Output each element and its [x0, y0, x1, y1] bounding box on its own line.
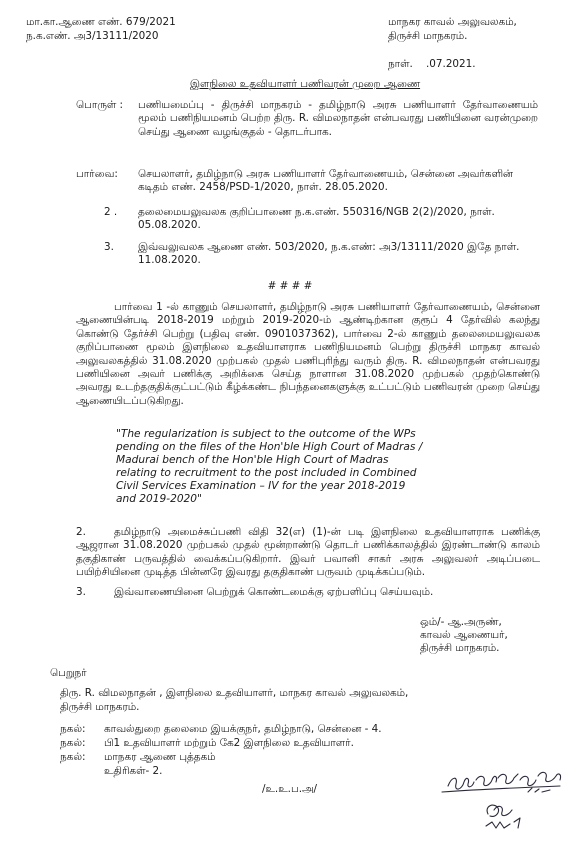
copy-recipient: மாநகர ஆணை புத்தகம் [104, 751, 216, 763]
office-name: மாநகர காவல் அலுவலகம், [388, 16, 517, 28]
reference-2: தலைமையலுவலக குறிப்பாணை ந.க.எண். 550316/NGB 2(2)/2020, நாள். 05.08.2020. [138, 206, 495, 231]
references-label: பார்வை: [76, 168, 118, 180]
paragraph-3: இவ்வாணையினை பெற்றுக் கொண்டமைக்கு ஏற்பளிப்பு செய்யவும். [114, 586, 434, 598]
subject-text: பணியமைப்பு - திருச்சி மாநகரம் - தமிழ்நாடு அரசு பணியாளர் தேர்வாணையம் மூலம் பணிநியமனம் பெற்ற திரு. R. விமலநாதன் என்பவரது பணியினை வரன்முறை செய்து ஆணை வழங்குதல் - தொடர்பாக. [138, 99, 538, 138]
office-city: திருச்சி மாநகரம். [388, 30, 468, 42]
reference-3: இவ்வலுவலக ஆணை எண். 503/2020, ந.க.எண்: அ3/13111/2020 இதே நாள். 11.08.2020. [138, 241, 520, 266]
signatory-office: திருச்சி மாநகரம். [420, 642, 500, 654]
signatory-name: ஒம்/- ஆ.அருண், [420, 616, 502, 628]
attestation-mark: /உ.உ.ப.அ/ [262, 783, 318, 795]
copy-recipient: உதிரிகள்- 2. [104, 765, 163, 777]
paragraph-2-number: 2. [76, 526, 86, 538]
quote-line: and 2019-2020" [116, 493, 202, 505]
copy-label: நகல்: [60, 751, 86, 763]
copy-label: நகல்: [60, 737, 86, 749]
section-separator: # # # # [267, 280, 313, 292]
reference-2-number: 2 . [104, 206, 118, 218]
handwritten-signature [440, 770, 570, 842]
signatory-designation: காவல் ஆணையர், [420, 629, 508, 641]
order-number: மா.கா.ஆணை எண். 679/2021 [26, 16, 176, 28]
recipient-line-2: திருச்சி மாநகரம். [60, 701, 140, 713]
paragraph-1: பார்வை 1 -ல் காணும் செயலாளர், தமிழ்நாடு அரசு பணியாளர் தேர்வாணையம், சென்னை ஆணையின்படி 2018-2019 மற்றும் 2019-2020-ம் ஆண்டிற்கான குரூப் 4 தேர்வில் கலந்து கொண்டு தேர்ச்சி பெற்று (பதிவு எண். 0901037362), பார்வை 2-ல் காணும் தலைமையலுவலக குறிப்பாணை மூலம் இளநிலை உதவியாளராக பணிநியமனம் பெற்று திருச்சி மாநகர காவல் அலுவலகத்தில் 31.08.2020 முற்பகல் முதல் பணிபுரிந்து வரும் திரு. R. விமலநாதன் என்பவரது பணியினை அவர் பணிக்கு அறிக்கை செய்த நாளான 31.08.2020 முற்பகல் முதற்கொண்டு அவரது உடற்தகுதிக்குட்பட்டும் கீழ்க்கண்ட நிபந்தனைகளுக்கு உட்பட்டும் பணிவரன் முறை செய்து ஆணையிடப்படுகிறது. [76, 301, 540, 407]
reference-3-number: 3. [104, 241, 114, 253]
quote-line: pending on the files of the Hon'ble High Court of Madras / [116, 441, 423, 453]
quote-line: "The regularization is subject to the outcome of the WPs [116, 428, 416, 440]
quote-line: relating to recruitment to the post included in Combined [116, 467, 417, 479]
recipient-line-1: திரு. R. விமலநாதன் , இளநிலை உதவியாளர், மாநகர காவல் அலுவலகம், [60, 687, 409, 699]
copy-label: நகல்: [60, 723, 86, 735]
copy-recipient: பி1 உதவியாளர் மற்றும் கே2 இளநிலை உதவியாளர். [104, 737, 354, 749]
document-title: இளநிலை உதவியாளர் பணிவரன் முறை ஆணை [189, 78, 421, 90]
file-number: ந.க.எண். அ3/13111/2020 [26, 30, 159, 42]
subject-label: பொருள் : [76, 99, 124, 111]
paragraph-2: தமிழ்நாடு அமைச்சுப்பணி விதி 32(எ) (1)-ன் படி இளநிலை உதவியாளராக பணிக்கு ஆஜரான 31.08.2020 முற்பகல் முதல் மூன்றாண்டு தொடர் பணிக்காலத்தில் இரண்டாண்டு காலம் தகுதிகாண் பருவத்தில் வைக்கப்படுகிறார். இவர் பவானி சாகர் அரசு அலுவலர் அடிப்படை பயிற்சியினை முடித்த பின்னரே இவரது தகுதிகாண் பருவம் முடிக்கப்படும். [76, 526, 540, 579]
quote-line: Civil Services Examination – IV for the year 2018-2019 [116, 480, 406, 492]
paragraph-3-number: 3. [76, 586, 86, 598]
recipient-label: பெறுநர் [50, 667, 87, 679]
quote-line: Madurai bench of the Hon'ble High Court of Madras [116, 454, 389, 466]
copy-recipient: காவல்துறை தலைமை இயக்குநர், தமிழ்நாடு, சென்னை - 4. [104, 723, 382, 735]
order-date: நாள். .07.2021. [388, 58, 476, 70]
reference-1: செயலாளர், தமிழ்நாடு அரசு பணியாளர் தேர்வாணையம், சென்னை அவர்களின் கடிதம் எண். 2458/PSD-1/2020, நாள். 28.05.2020. [138, 168, 514, 193]
